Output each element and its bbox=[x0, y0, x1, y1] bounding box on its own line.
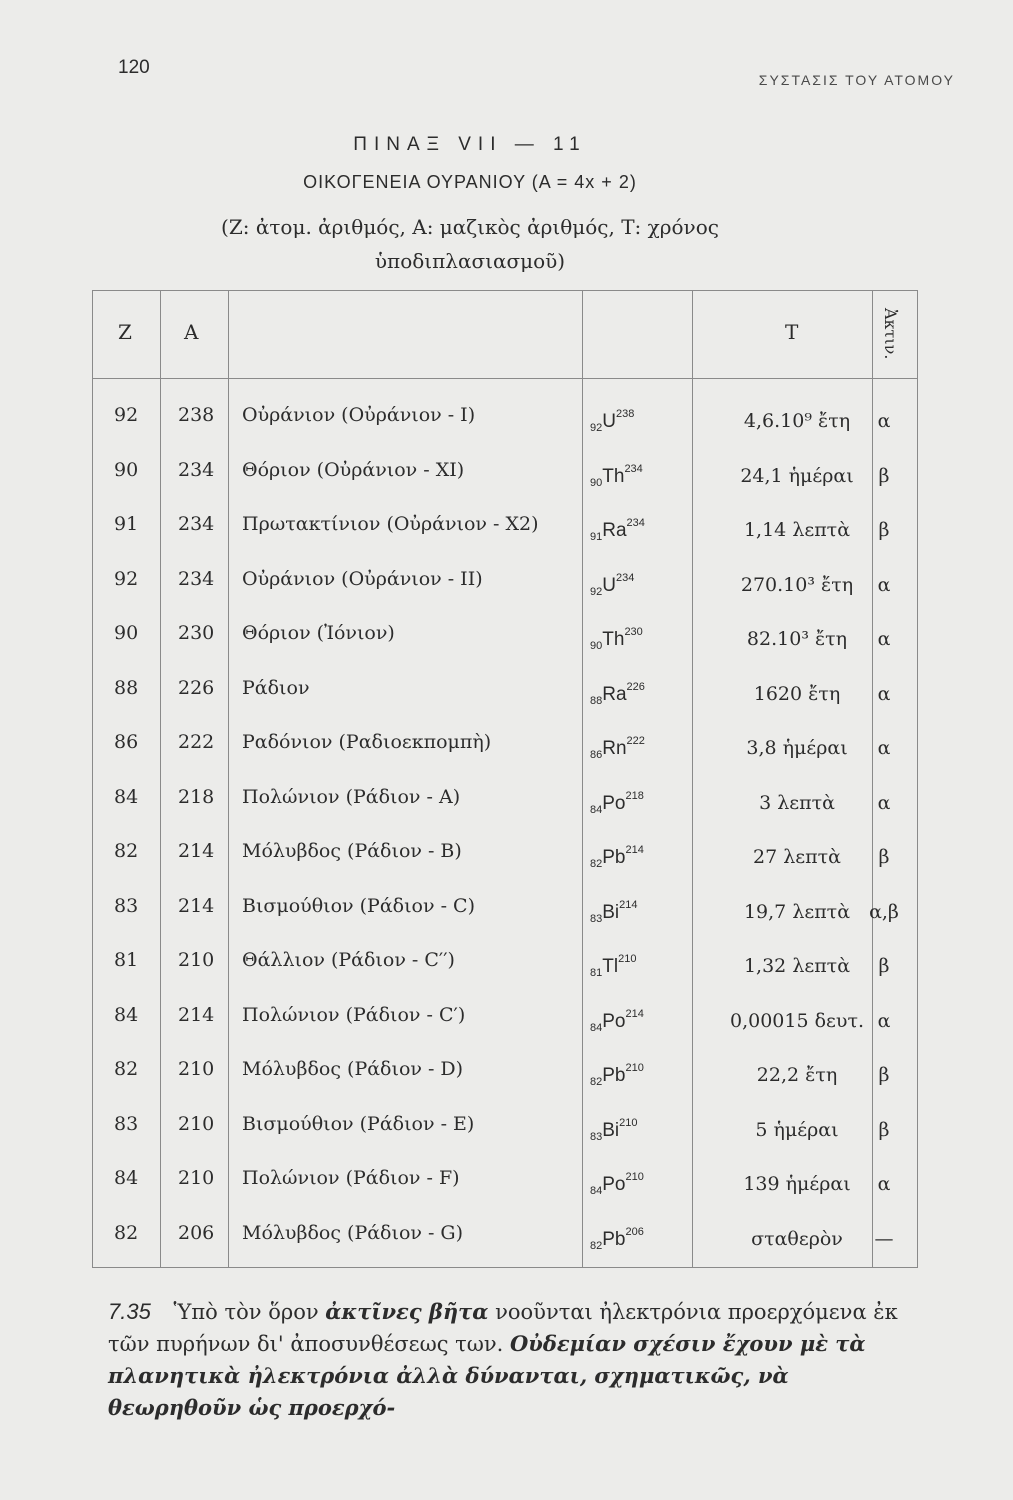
cell-symbol bbox=[590, 1117, 638, 1143]
symbol-element: Pb bbox=[602, 1228, 626, 1250]
cell-half-life: 1,32 λεπτὰ bbox=[743, 955, 851, 977]
cell-name: Θόριον (Οὐράνιον - ΧΙ) bbox=[242, 458, 465, 481]
cell-symbol bbox=[590, 899, 638, 925]
table-row bbox=[92, 499, 918, 553]
cell-symbol bbox=[590, 626, 643, 652]
cell-a: 214 bbox=[178, 840, 215, 862]
cell-half-life: 19,7 λεπτὰ bbox=[743, 900, 851, 923]
table-row bbox=[92, 445, 918, 499]
cell-name: Οὐράνιον (Οὐράνιον - ΙΙ) bbox=[242, 567, 483, 590]
cell-radiation: β bbox=[878, 464, 890, 487]
cell-name: Πρωτακτίνιον (Οὐράνιον - Χ2) bbox=[242, 513, 539, 535]
symbol-element: Pb bbox=[602, 847, 626, 868]
table-row bbox=[92, 1044, 918, 1098]
symbol-atomic-number: 83 bbox=[590, 912, 603, 925]
cell-a: 234 bbox=[178, 458, 215, 481]
cell-a: 210 bbox=[178, 1112, 215, 1135]
symbol-element: Pb bbox=[602, 1065, 626, 1086]
symbol-element: Th bbox=[602, 629, 625, 650]
symbol-mass-number: 210 bbox=[619, 1116, 638, 1129]
running-head: ΣΥΣΤΑΣΙΣ ΤΟΥ ΑΤΟΜΟΥ bbox=[758, 72, 955, 88]
header-top-rule bbox=[92, 290, 918, 291]
symbol-element: Bi bbox=[602, 901, 620, 923]
cell-z: 81 bbox=[114, 949, 139, 971]
cell-radiation: α bbox=[877, 682, 891, 705]
symbol-mass-number: 214 bbox=[619, 898, 638, 911]
cell-name: Βισμούθιον (Ράδιον - C) bbox=[242, 894, 475, 917]
cell-z: 90 bbox=[114, 458, 139, 481]
cell-symbol bbox=[590, 1226, 644, 1252]
cell-z: 82 bbox=[114, 1221, 139, 1244]
cell-half-life: 139 ἡμέραι bbox=[743, 1173, 851, 1195]
cell-symbol bbox=[590, 790, 644, 816]
cell-half-life: σταθερὸν bbox=[751, 1227, 843, 1250]
cell-z: 82 bbox=[114, 1058, 139, 1080]
cell-half-life: 27 λεπτὰ bbox=[753, 846, 841, 868]
cell-half-life: 82.10³ ἔτη bbox=[746, 628, 848, 650]
cell-name: Πολώνιον (Ράδιον - F) bbox=[242, 1167, 460, 1189]
cell-radiation: α bbox=[877, 1009, 891, 1032]
symbol-atomic-number: 92 bbox=[590, 585, 603, 598]
cell-a: 234 bbox=[178, 567, 215, 590]
cell-a: 238 bbox=[178, 404, 215, 426]
cell-a: 210 bbox=[178, 949, 215, 971]
table-row bbox=[92, 663, 918, 717]
header-t: Τ bbox=[785, 320, 799, 344]
table-row bbox=[92, 554, 918, 608]
symbol-mass-number: 234 bbox=[624, 462, 643, 475]
cell-z: 88 bbox=[114, 676, 139, 699]
cell-half-life: 1620 ἔτη bbox=[753, 682, 841, 705]
symbol-element: Th bbox=[602, 465, 625, 487]
cell-symbol bbox=[590, 844, 644, 870]
cell-radiation: α bbox=[877, 1173, 891, 1195]
cell-z: 83 bbox=[114, 894, 139, 917]
symbol-element: Bi bbox=[602, 1119, 620, 1141]
cell-a: 230 bbox=[178, 622, 215, 644]
symbol-mass-number: 230 bbox=[624, 626, 643, 638]
symbol-atomic-number: 84 bbox=[590, 1185, 603, 1197]
header-a: Α bbox=[184, 320, 199, 344]
paragraph-bold-text: Οὐδεμίαν σχέσιν ἔχουν μὲ τὰ πλανητικὰ ἠλεκτρόνια ἀλλὰ δύνανται, σχηματικῶς, νὰ θεωρηθοῦν ὡς προερχό- bbox=[108, 1331, 866, 1420]
symbol-element: Po bbox=[602, 1174, 626, 1195]
cell-half-life: 3 λεπτὰ bbox=[759, 791, 835, 814]
cell-a: 210 bbox=[178, 1058, 215, 1080]
header-bottom-rule bbox=[92, 378, 918, 379]
cell-z: 84 bbox=[114, 1003, 139, 1026]
paragraph-text: νοοῦνται ἠλεκτρόνια προερχόμενα ἐκ τῶν πυρήνων δι' ἀποσυνθέσεως των. bbox=[108, 1300, 898, 1356]
cell-name: Θάλλιον (Ράδιον - C′′) bbox=[242, 949, 455, 971]
cell-half-life: 0,00015 δευτ. bbox=[730, 1009, 864, 1032]
symbol-element: Ra bbox=[602, 520, 627, 541]
symbol-element: U bbox=[602, 574, 616, 596]
table-row bbox=[92, 935, 918, 989]
symbol-atomic-number: 91 bbox=[590, 531, 603, 543]
cell-radiation: β bbox=[878, 1118, 890, 1141]
table-row bbox=[92, 390, 918, 444]
cell-symbol bbox=[590, 681, 645, 707]
cell-a: 234 bbox=[178, 513, 215, 535]
cell-z: 92 bbox=[114, 404, 139, 426]
symbol-element: Po bbox=[602, 792, 626, 814]
cell-z: 83 bbox=[114, 1112, 139, 1135]
table-row bbox=[92, 881, 918, 935]
symbol-atomic-number: 92 bbox=[590, 422, 603, 434]
symbol-atomic-number: 82 bbox=[590, 858, 603, 870]
symbol-atomic-number: 83 bbox=[590, 1130, 603, 1143]
cell-half-life: 270.10³ ἔτη bbox=[740, 573, 854, 596]
symbol-atomic-number: 90 bbox=[590, 476, 603, 489]
cell-symbol bbox=[590, 1171, 644, 1197]
symbol-atomic-number: 82 bbox=[590, 1239, 603, 1252]
cell-z: 82 bbox=[114, 840, 139, 862]
cell-symbol bbox=[590, 735, 645, 761]
cell-name: Μόλυβδος (Ράδιον - Β) bbox=[242, 840, 462, 862]
cell-a: 218 bbox=[178, 785, 215, 808]
cell-symbol bbox=[590, 408, 634, 434]
symbol-mass-number: 214 bbox=[625, 1007, 644, 1020]
symbol-mass-number: 226 bbox=[626, 680, 645, 693]
cell-radiation: α bbox=[877, 737, 891, 759]
cell-symbol bbox=[590, 953, 636, 979]
symbol-mass-number: 210 bbox=[625, 1171, 644, 1183]
cell-half-life: 24,1 ἡμέραι bbox=[740, 464, 854, 487]
cell-symbol bbox=[590, 1062, 644, 1088]
cell-half-life: 1,14 λεπτὰ bbox=[743, 519, 851, 541]
symbol-mass-number: 218 bbox=[625, 789, 644, 802]
cell-a: 226 bbox=[178, 676, 215, 699]
symbol-atomic-number: 86 bbox=[590, 749, 603, 761]
table-row bbox=[92, 717, 918, 771]
cell-radiation: α,β bbox=[869, 900, 899, 923]
cell-symbol bbox=[590, 463, 643, 489]
cell-name: Μόλυβδος (Ράδιον - D) bbox=[242, 1058, 464, 1080]
cell-half-life: 5 ἡμέραι bbox=[755, 1118, 839, 1141]
cell-z: 86 bbox=[114, 731, 139, 753]
cell-symbol bbox=[590, 517, 645, 543]
symbol-mass-number: 210 bbox=[618, 953, 637, 965]
cell-a: 214 bbox=[178, 1003, 215, 1026]
cell-a: 214 bbox=[178, 894, 215, 917]
symbol-atomic-number: 84 bbox=[590, 1021, 603, 1034]
table-row bbox=[92, 772, 918, 826]
cell-name: Πολώνιον (Ράδιον - Α) bbox=[242, 785, 461, 808]
table-row bbox=[92, 608, 918, 662]
table-title: ΠΙΝΑΞ VII — 11 bbox=[353, 134, 587, 155]
cell-name: Βισμούθιον (Ράδιον - Ε) bbox=[242, 1112, 475, 1135]
page-number: 120 bbox=[118, 57, 150, 78]
cell-z: 90 bbox=[114, 622, 139, 644]
paragraph-text: Ὑπὸ τὸν ὅρον bbox=[173, 1300, 319, 1324]
cell-z: 91 bbox=[114, 513, 139, 535]
symbol-element: Ra bbox=[602, 683, 627, 705]
symbol-atomic-number: 88 bbox=[590, 694, 603, 707]
header-z: Ζ bbox=[118, 320, 132, 344]
symbol-mass-number: 206 bbox=[625, 1225, 644, 1238]
symbol-mass-number: 234 bbox=[615, 571, 635, 584]
table-row bbox=[92, 990, 918, 1044]
symbol-atomic-number: 81 bbox=[590, 967, 603, 979]
table-row bbox=[92, 1208, 918, 1262]
cell-a: 206 bbox=[178, 1221, 215, 1244]
cell-half-life: 4,6.10⁹ ἔτη bbox=[743, 410, 851, 432]
symbol-element: Tl bbox=[602, 956, 619, 977]
section-number: 7.35 bbox=[108, 1299, 151, 1324]
decay-table bbox=[92, 290, 918, 1268]
symbol-element: Rn bbox=[602, 738, 627, 759]
symbol-element: U bbox=[602, 411, 616, 432]
cell-name: Μόλυβδος (Ράδιον - G) bbox=[242, 1221, 464, 1244]
table-bottom-rule bbox=[92, 1267, 918, 1268]
table-subtitle: ΟΙΚΟΓΕΝΕΙΑ ΟΥΡΑΝΙΟΥ (Α = 4x + 2) bbox=[303, 172, 637, 192]
cell-radiation: β bbox=[878, 519, 890, 541]
cell-name: Ραδόνιον (Ραδιοεκπομπὴ) bbox=[242, 731, 492, 753]
symbol-mass-number: 214 bbox=[625, 844, 644, 856]
symbol-atomic-number: 90 bbox=[590, 640, 603, 652]
paragraph-bold-term: ἀκτῖνες βῆτα bbox=[325, 1299, 489, 1324]
table-row bbox=[92, 1153, 918, 1207]
cell-half-life: 22,2 ἔτη bbox=[756, 1064, 838, 1086]
symbol-mass-number: 210 bbox=[625, 1062, 644, 1074]
cell-symbol bbox=[590, 572, 634, 598]
cell-a: 222 bbox=[178, 731, 215, 753]
cell-name: Ράδιον bbox=[242, 676, 310, 699]
cell-radiation: α bbox=[877, 791, 891, 814]
cell-half-life: 3,8 ἡμέραι bbox=[746, 737, 848, 759]
cell-radiation: α bbox=[877, 410, 891, 432]
cell-name: Οὐράνιον (Οὐράνιον - Ι) bbox=[242, 404, 476, 426]
cell-symbol bbox=[590, 1008, 644, 1034]
cell-z: 84 bbox=[114, 1167, 139, 1189]
cell-radiation: α bbox=[877, 628, 891, 650]
cell-name: Θόριον (Ἰόνιον) bbox=[242, 622, 395, 644]
symbol-atomic-number: 82 bbox=[590, 1076, 603, 1088]
table-row bbox=[92, 826, 918, 880]
cell-name: Πολώνιον (Ράδιον - C′) bbox=[242, 1003, 466, 1026]
cell-radiation: β bbox=[878, 846, 890, 868]
cell-radiation: β bbox=[878, 1064, 890, 1086]
table-row bbox=[92, 1099, 918, 1153]
table-legend: (Ζ: ἀτομ. ἀριθμός, Α: μαζικὸς ἀριθμός, Τ: χρόνος ὑποδιπλασιασμοῦ) bbox=[221, 215, 719, 273]
header-ray: Ἀκτιν. bbox=[881, 308, 900, 360]
symbol-mass-number: 234 bbox=[626, 517, 645, 529]
cell-a: 210 bbox=[178, 1167, 215, 1189]
cell-z: 84 bbox=[114, 785, 139, 808]
cell-radiation: — bbox=[874, 1227, 894, 1250]
symbol-mass-number: 238 bbox=[615, 408, 635, 420]
symbol-mass-number: 222 bbox=[626, 735, 645, 747]
cell-radiation: α bbox=[877, 573, 891, 596]
section-paragraph bbox=[108, 1296, 928, 1424]
cell-z: 92 bbox=[114, 567, 139, 590]
cell-radiation: β bbox=[878, 955, 890, 977]
symbol-element: Po bbox=[602, 1010, 626, 1032]
symbol-atomic-number: 84 bbox=[590, 803, 603, 816]
